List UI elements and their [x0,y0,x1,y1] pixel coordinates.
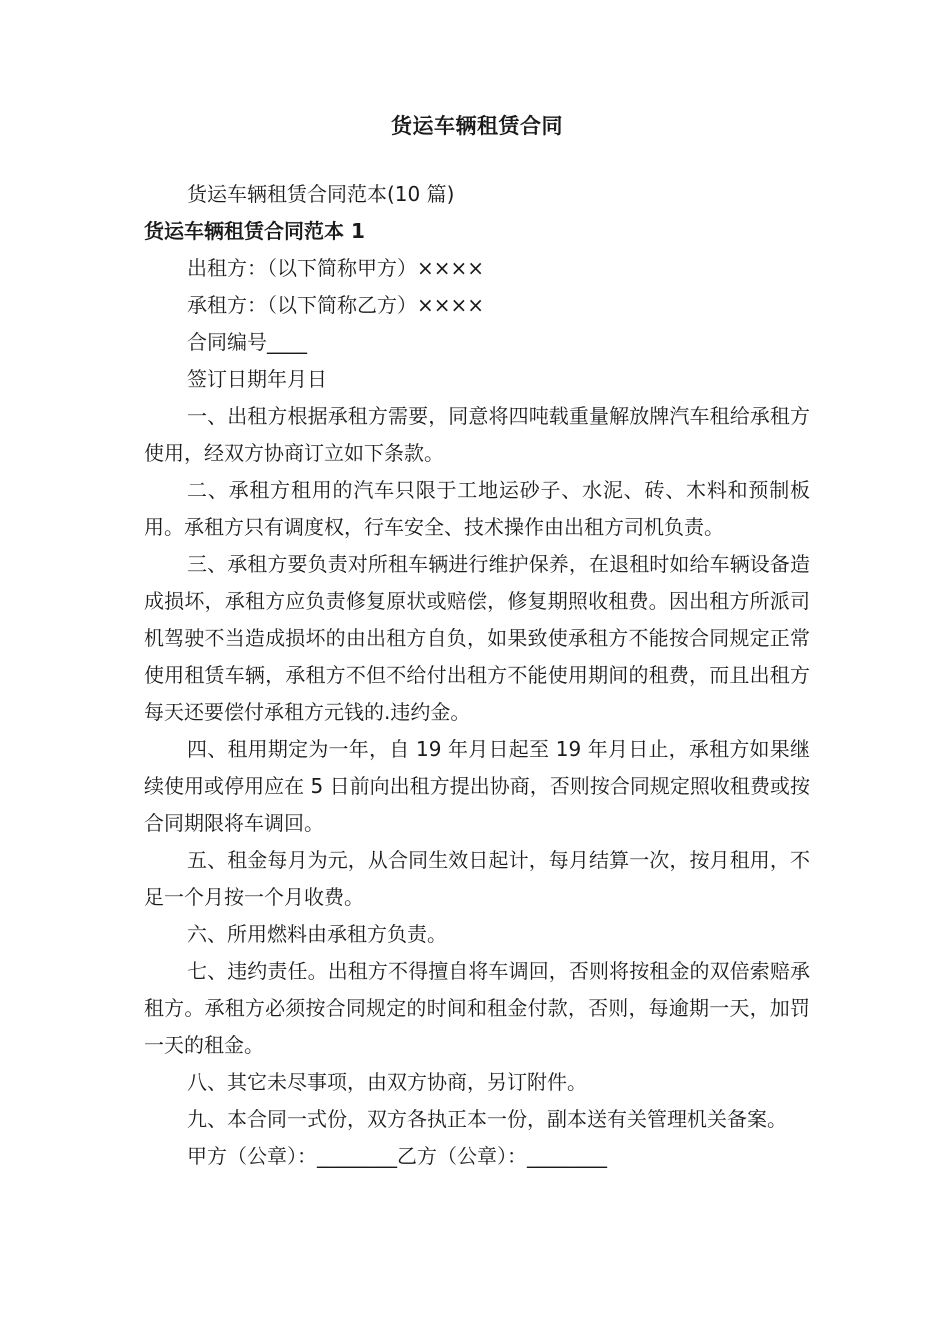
section-heading: 货运车辆租赁合同范本 1 [144,219,365,243]
signature-line: 甲方（公章）：________乙方（公章）：________ [187,1144,607,1168]
clause-6: 六、所用燃料由承租方负责。 [187,922,447,946]
clause-8: 八、其它未尽事项，由双方协商，另订附件。 [187,1070,587,1094]
clause-4: 四、租用期定为一年，自 19 年月日起至 19 年月日止，承租方如果继续使用或停用应在 5 日前向出租方提出协商，否则按合同规定照收租费或按合同期限将车调回。 [144,737,810,835]
document-page [144,106,810,1175]
lessee-line: 承租方：（以下简称乙方）×××× [187,293,485,317]
contract-number-line: 合同编号____ [187,330,307,354]
clause-5: 五、租金每月为元，从合同生效日起计，每月结算一次，按月租用，不足一个月按一个月收费。 [144,848,810,909]
clause-7: 七、违约责任。出租方不得擅自将车调回，否则将按租金的双倍索赔承租方。承租方必须按合同规定的时间和租金付款，否则，每逾期一天，加罚一天的租金。 [144,959,810,1057]
clause-2: 二、承租方租用的汽车只限于工地运砂子、水泥、砖、木料和预制板用。承租方只有调度权，行车安全、技术操作由出租方司机负责。 [144,478,810,539]
document-subtitle: 货运车辆租赁合同范本(10 篇) [187,182,455,206]
signing-date-line: 签订日期年月日 [187,367,327,391]
lessor-line: 出租方：（以下简称甲方）×××× [187,256,485,280]
document-title: 货运车辆租赁合同 [391,114,563,138]
clause-1: 一、出租方根据承租方需要，同意将四吨载重量解放牌汽车租给承租方使用，经双方协商订立如下条款。 [144,404,810,465]
clause-9: 九、本合同一式份，双方各执正本一份，副本送有关管理机关备案。 [187,1107,787,1131]
clause-3: 三、承租方要负责对所租车辆进行维护保养，在退租时如给车辆设备造成损坏，承租方应负责修复原状或赔偿，修复期照收租费。因出租方所派司机驾驶不当造成损坏的由出租方自负，如果致使承租方不能按合同规定正常使用租赁车辆，承租方不但不给付出租方不能使用期间的租费，而且出租方每天还要偿付承租方元钱的.违约金。 [144,552,810,724]
